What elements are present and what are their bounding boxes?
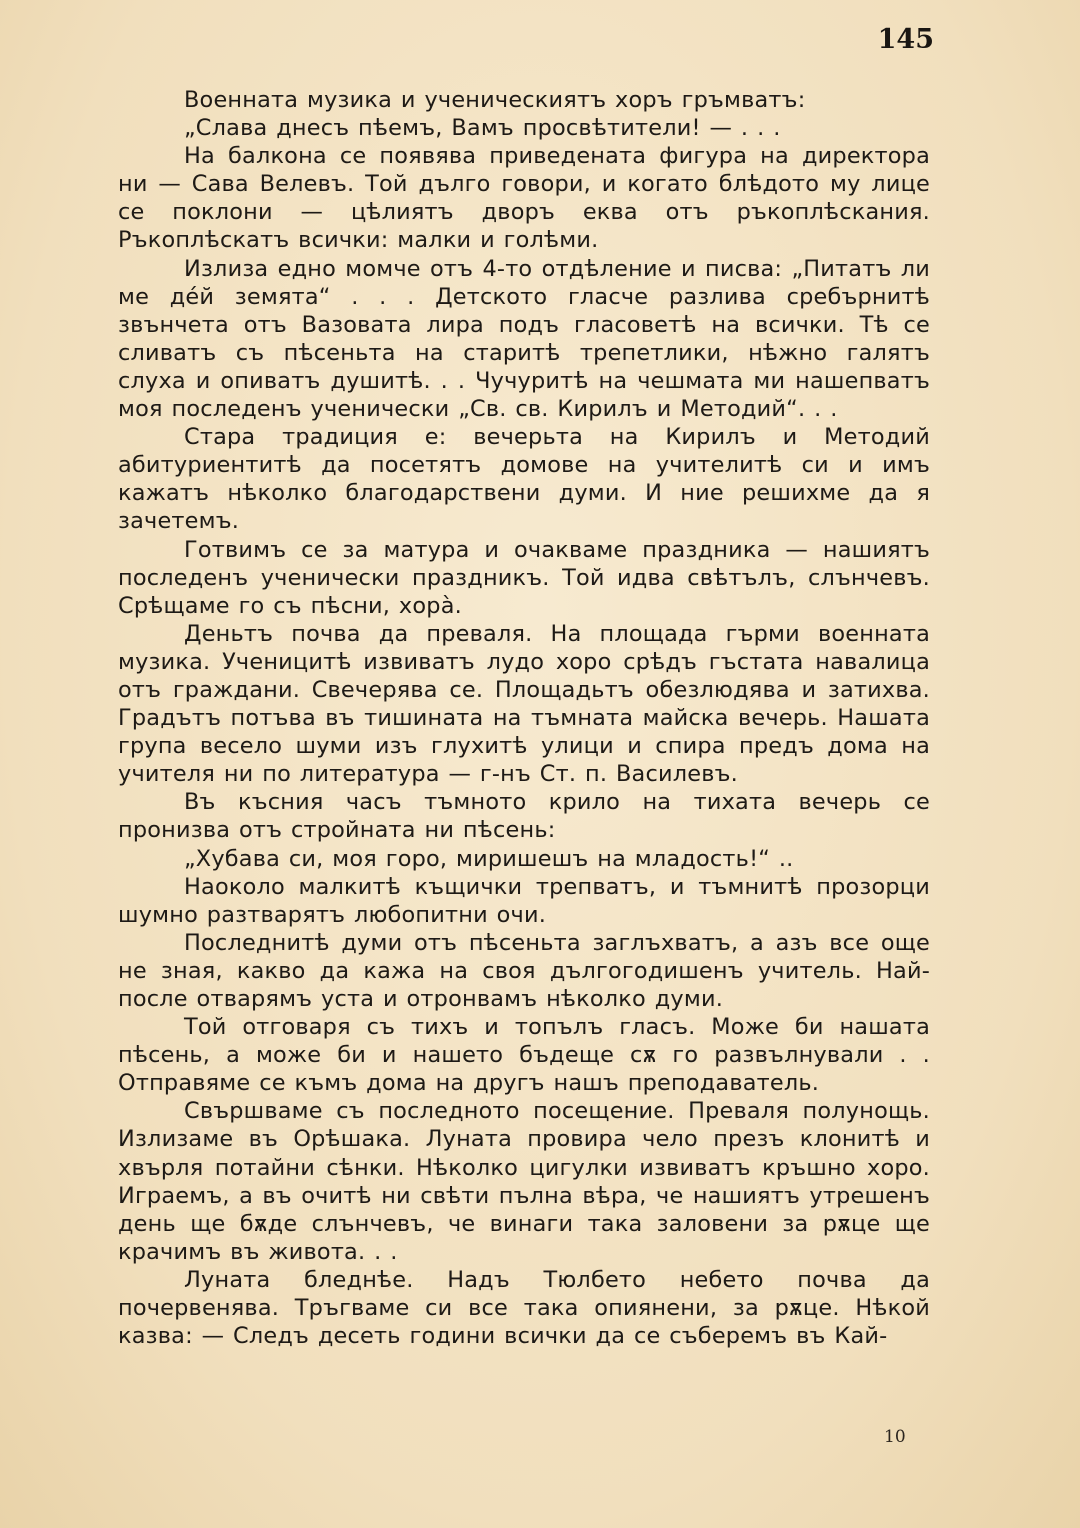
paragraph: Излиза едно момче отъ 4-то отдѣление и писва: „Питатъ ли ме де́й земята“ . . . Детското гласче разлива сребърнитѣ звънчета отъ Вазовата лира подъ гласоветѣ на всички. Тѣ се сливатъ съ пѣсеньта на старитѣ трепетлики, нѣжно галятъ слуха и опиватъ душитѣ. . . Чучуритѣ на чешмата ми нашепватъ моя последенъ ученически „Св. св. Кирилъ и Методий“. . . [118,255,930,423]
paragraph: Луната бледнѣе. Надъ Тюлбето небето почва да почервенява. Тръгваме си все така опиянени, за рѫце. Нѣкой казва: — Следъ десеть години всички да се съберемъ въ Кай- [118,1266,930,1350]
page-number: 145 [877,24,934,55]
paragraph: Готвимъ се за матура и очакваме праздника — нашиятъ последенъ ученически праздникъ. Той идва свѣтълъ, слънчевъ. Срѣщаме го съ пѣсни, хора̀. [118,536,930,619]
body-text [118,86,930,1350]
paragraph: Въ късния часъ тъмното крило на тихата вечерь се пронизва отъ стройната ни пѣсень: [118,789,930,844]
paragraph: На балкона се появява приведената фигура на директора ни — Сава Велевъ. Той дълго говори, и когато блѣдото му лице се поклони — цѣлиятъ дворъ еква отъ ръкоплѣскания. Ръкоплѣскатъ всички: малки и голѣми. [118,143,930,254]
paragraph: Стара традиция е: вечерьта на Кирилъ и Методий абитуриентитѣ да посетятъ домове на учителитѣ си и имъ кажатъ нѣколко благодарствени думи. И ние решихме да я зачетемъ. [118,424,930,535]
paragraph: Военната музика и ученическиятъ хоръ гръмватъ: [184,87,806,113]
paragraph: Последнитѣ думи отъ пѣсеньта заглъхватъ, а азъ все още не зная, какво да кажа на своя дългогодишенъ учитель. Най-после отварямъ уста и отронвамъ нѣколко думи. [118,929,930,1012]
signature-mark: 10 [884,1427,906,1447]
paragraph: Наоколо малкитѣ къщички трепватъ, и тъмнитѣ прозорци шумно разтварятъ любопитни очи. [118,873,930,928]
paragraph: Свършваме съ последното посещение. Преваля полунощь. Излизаме въ Орѣшака. Луната провира чело презъ клонитѣ и хвърля потайни сѣнки. Нѣколко цигулки извиватъ кръшно хоро. Играемъ, а въ очитѣ ни свѣти пълна вѣра, че нашиятъ утрешенъ день ще бѫде слънчевъ, че винаги така заловени за рѫце ще крачимъ въ живота. . . [118,1098,930,1265]
paragraph: „Хубава си, моя горо, миришешъ на младость!“ .. [184,845,794,872]
paragraph: Той отговаря съ тихъ и топълъ гласъ. Може би нашата пѣсень, а може би и нашето бъдеще сѫ го развълнували . . Отправяме се къмъ дома на другъ нашъ преподаватель. [118,1014,930,1097]
paragraph: Деньтъ почва да преваля. На площада гърми военната музика. Ученицитѣ извиватъ лудо хоро срѣдъ гъстата навалица отъ граждани. Свечерява се. Площадьтъ обезлюдява и затихва. Градътъ потъва въ тишината на тъмната майска вечерь. Нашата група весело шуми изъ глухитѣ улици и спира предъ дома на учителя ни по литература — г-нъ Ст. п. Василевъ. [118,620,930,788]
paragraph: „Слава днесъ пѣемъ, Вамъ просвѣтители! — . . . [184,115,781,142]
